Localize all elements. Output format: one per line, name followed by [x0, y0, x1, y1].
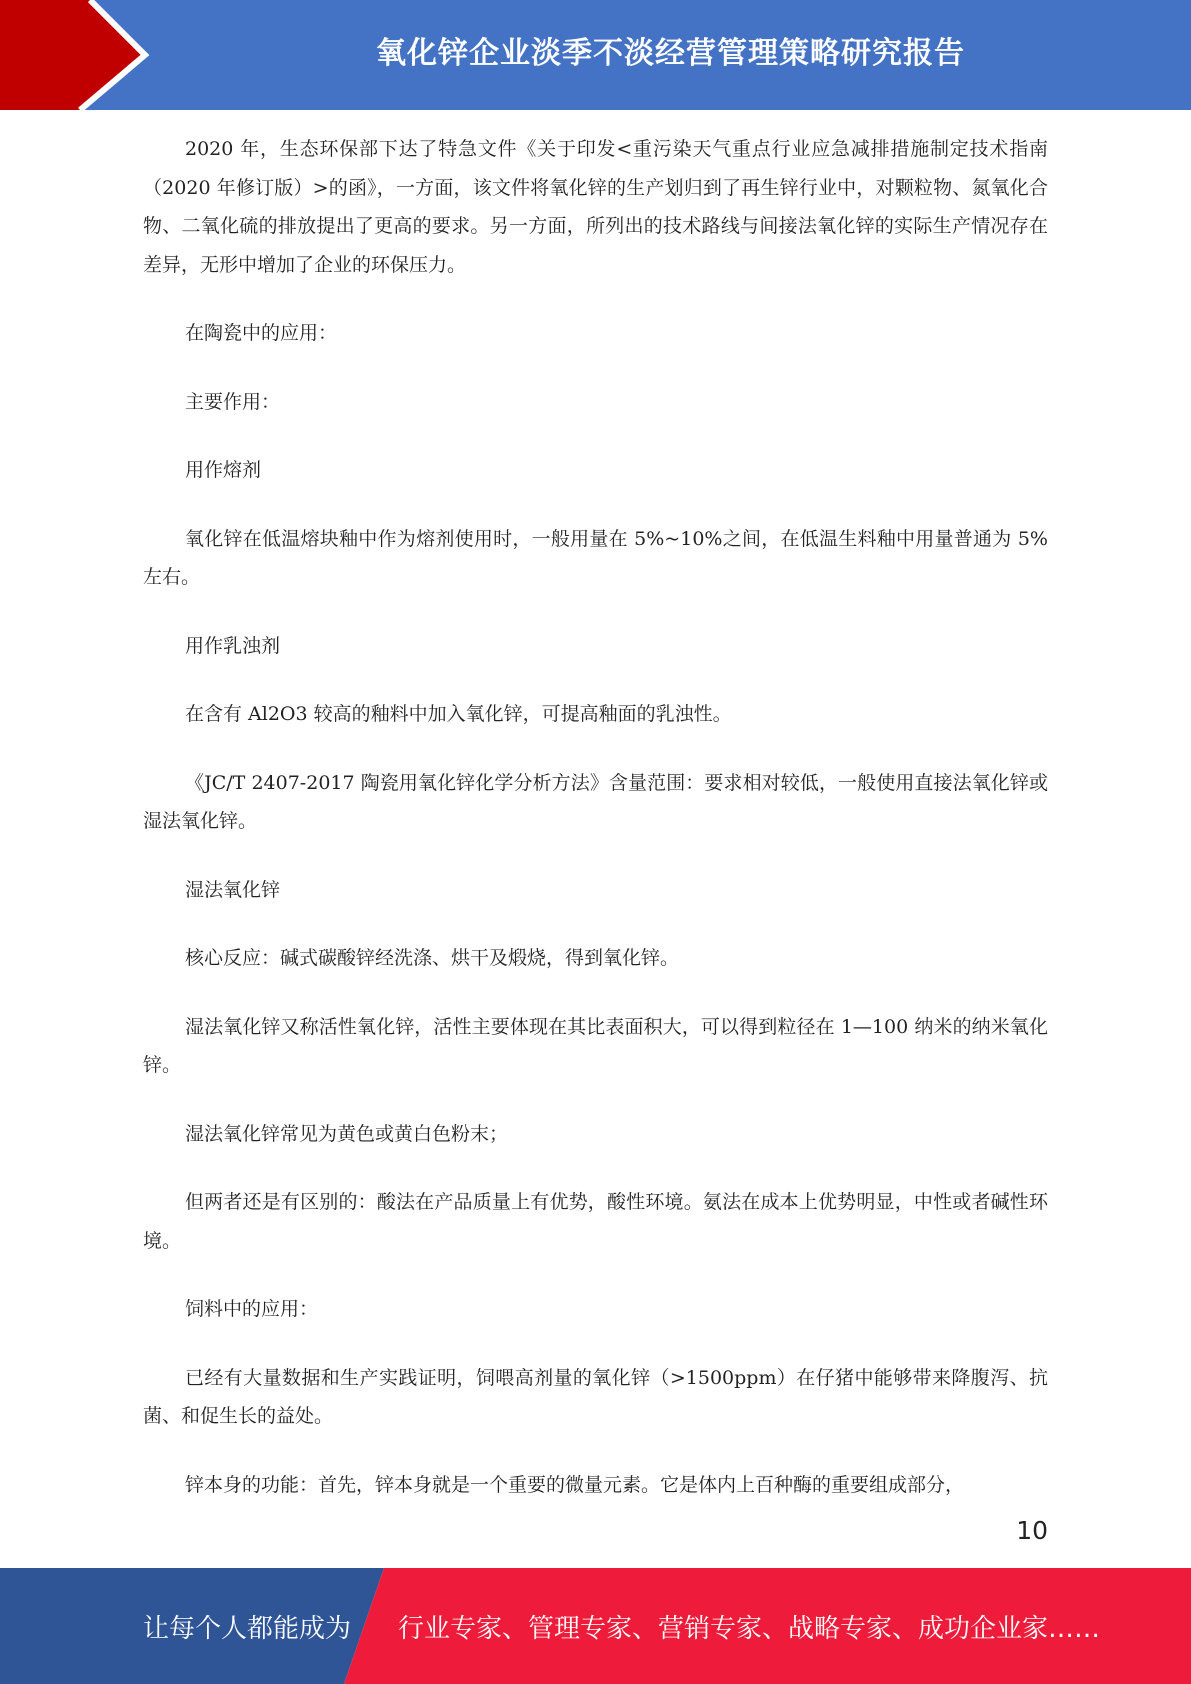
- subheading: 用作乳浊剂: [185, 634, 281, 657]
- document-body: [143, 130, 1048, 1534]
- section-heading: 在陶瓷中的应用：: [185, 322, 338, 344]
- footer-slogan-left: 让每个人都能成为: [143, 1613, 352, 1644]
- subheading: 用作熔剂: [185, 459, 262, 481]
- paragraph: 但两者还是有区别的：酸法在产品质量上有优势，酸性环境。氨法在成本上优势明显，中性或者碱性环境。: [143, 1191, 1048, 1252]
- footer-slogan-right: 行业专家、管理专家、营销专家、战略专家、成功企业家……: [398, 1613, 1101, 1644]
- paragraph: 《JC/T 2407-2017 陶瓷用氧化锌化学分析方法》含量范围：要求相对较低，一般使用直接法氧化锌或湿法氧化锌。: [143, 771, 1048, 832]
- paragraph: 在含有 Al2O3 较高的釉料中加入氧化锌，可提高釉面的乳浊性。: [185, 703, 732, 725]
- paragraph: 2020 年，生态环保部下达了特急文件《关于印发<重污染天气重点行业应急减排措施制定技术指南（2020 年修订版）>的函》，一方面，该文件将氧化锌的生产划归到了再生锌行业中，对颗粒物、氮氧化合物、二氧化硫的排放提出了更高的要求。另一方面，所列出的技术路线与间接法氧化锌的实际生产情况存在差异，无形中增加了企业的环保压力。: [143, 138, 1048, 276]
- page-footer: [0, 1568, 1191, 1684]
- paragraph: 锌本身的功能：首先，锌本身就是一个重要的微量元素。它是体内上百种酶的重要组成部分，: [185, 1473, 965, 1496]
- paragraph: 氧化锌在低温熔块釉中作为熔剂使用时，一般用量在 5%~10%之间，在低温生料釉中用量普通为 5%左右。: [143, 527, 1048, 588]
- page-header: [0, 0, 1191, 110]
- section-heading: 主要作用：: [185, 390, 281, 413]
- page-number: 10: [1016, 1516, 1048, 1545]
- paragraph: 湿法氧化锌常见为黄色或黄白色粉末；: [185, 1122, 509, 1145]
- section-heading: 饲料中的应用：: [185, 1298, 319, 1320]
- subheading: 湿法氧化锌: [185, 878, 281, 901]
- paragraph: 核心反应：碱式碳酸锌经洗涤、烘干及煅烧，得到氧化锌。: [185, 947, 680, 969]
- report-title: 氧化锌企业淡季不淡经营管理策略研究报告: [376, 36, 965, 71]
- paragraph: 已经有大量数据和生产实践证明，饲喂高剂量的氧化锌（>1500ppm）在仔猪中能够带来降腹泻、抗菌、和促生长的益处。: [143, 1366, 1048, 1427]
- paragraph: 湿法氧化锌又称活性氧化锌，活性主要体现在其比表面积大，可以得到粒径在 1—100 纳米的纳米氧化锌。: [143, 1015, 1048, 1076]
